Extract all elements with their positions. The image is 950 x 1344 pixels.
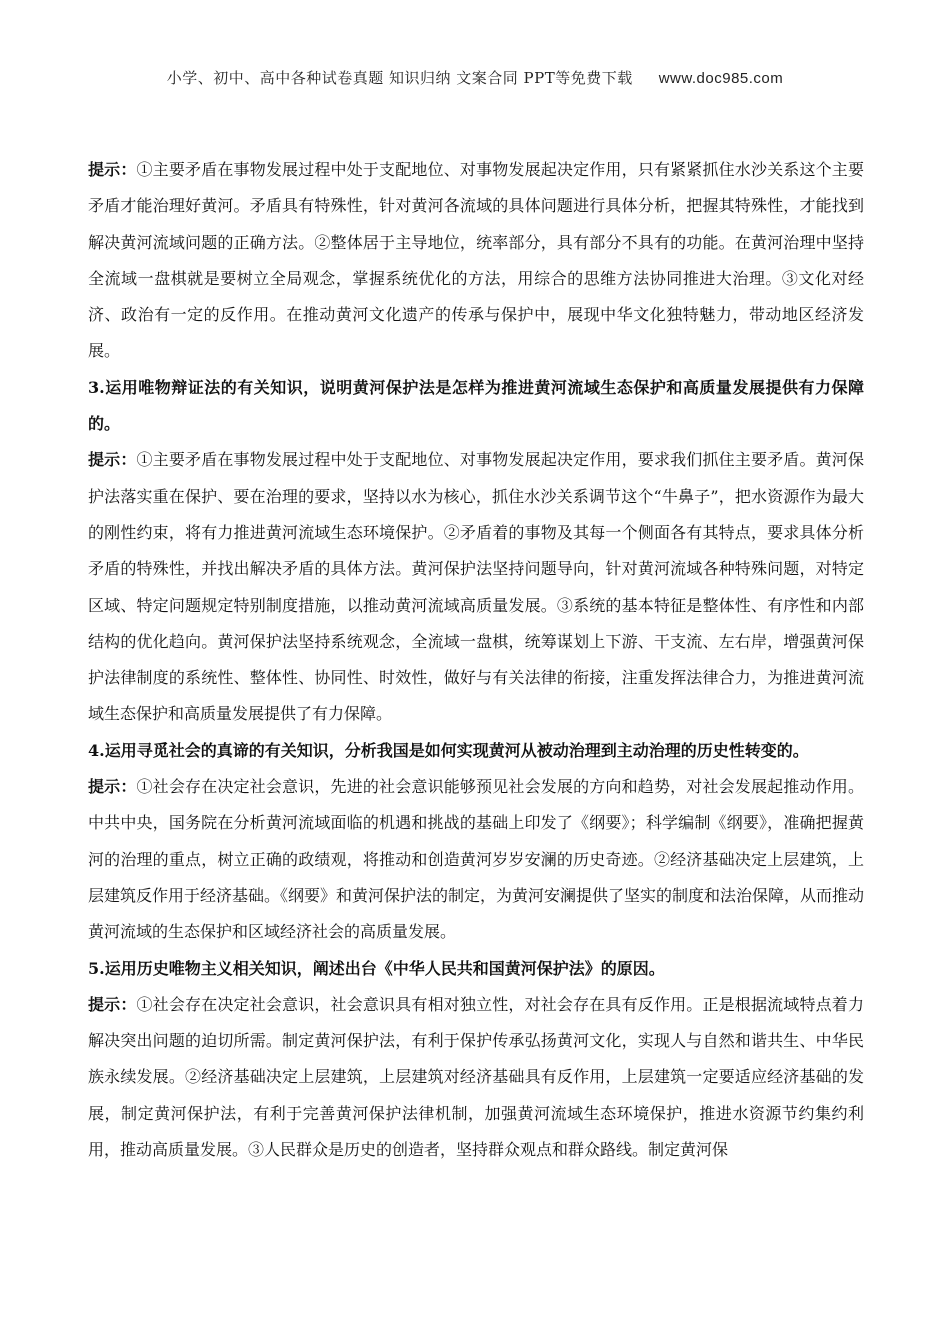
header-text: 小学、初中、高中各种试卷真题 知识归纳 文案合同 PPT等免费下载 xyxy=(166,69,633,87)
answer-paragraph xyxy=(88,769,864,950)
document-body xyxy=(88,152,864,1168)
header-site-link[interactable]: www.doc985.com xyxy=(658,70,784,87)
question-4: 4.运用寻觅社会的真谛的有关知识，分析我国是如何实现黄河从被动治理到主动治理的历史性转变的。 xyxy=(88,740,809,760)
question-3: 3.运用唯物辩证法的有关知识，说明黄河保护法是怎样为推进黄河流域生态保护和高质量发展提供有力保障的。 xyxy=(88,377,864,434)
answer-text: ①社会存在决定社会意识，先进的社会意识能够预见社会发展的方向和趋势，对社会发展起推动作用。中共中央，国务院在分析黄河流域面临的机遇和挑战的基础上印发了《纲要》；科学编制《纲要》，准确把握黄河的治理的重点，树立正确的政绩观，将推动和创造黄河岁岁安澜的历史奇迹。②经济基础决定上层建筑，上层建筑反作用于经济基础。《纲要》和黄河保护法的制定，为黄河安澜提供了坚实的制度和法治保障，从而推动黄河流域的生态保护和区域经济社会的高质量发展。 xyxy=(88,777,865,942)
hint-label: 提示： xyxy=(88,160,137,179)
answer-paragraph xyxy=(88,987,864,1168)
answer-text: ①主要矛盾在事物发展过程中处于支配地位、对事物发展起决定作用，只有紧紧抓住水沙关系这个主要矛盾才能治理好黄河。矛盾具有特殊性，针对黄河各流域的具体问题进行具体分析，把握其特殊性，才能找到解决黄河流域问题的正确方法。②整体居于主导地位，统率部分，具有部分不具有的功能。在黄河治理中坚持全流域一盘棋就是要树立全局观念，掌握系统优化的方法，用综合的思维方法协同推进大治理。③文化对经济、政治有一定的反作用。在推动黄河文化遗产的传承与保护中，展现中华文化独特魅力，带动地区经济发展。 xyxy=(88,160,864,361)
hint-label: 提示： xyxy=(88,777,137,797)
page-header xyxy=(0,67,950,88)
hint-label: 提示： xyxy=(88,994,137,1014)
hint-label: 提示： xyxy=(88,450,137,470)
answer-text: ①社会存在决定社会意识，社会意识具有相对独立性，对社会存在具有反作用。正是根据流域特点着力解决突出问题的迫切所需。制定黄河保护法，有利于保护传承弘扬黄河文化，实现人与自然和谐共生、中华民族永续发展。②经济基础决定上层建筑，上层建筑对经济基础具有反作用，上层建筑一定要适应经济基础的发展，制定黄河保护法，有利于完善黄河保护法律机制，加强黄河流域生态环境保护，推进水资源节约集约利用，推动高质量发展。③人民群众是历史的创造者，坚持群众观点和群众路线。制定黄河保 xyxy=(88,994,864,1160)
answer-text: ①主要矛盾在事物发展过程中处于支配地位、对事物发展起决定作用，要求我们抓住主要矛盾。黄河保护法落实重在保护、要在治理的要求，坚持以水为核心，抓住水沙关系调节这个“牛鼻子”，把水资源作为最大的刚性约束，将有力推进黄河流域生态环境保护。②矛盾着的事物及其每一个侧面各有其特点，要求具体分析矛盾的特殊性，并找出解决矛盾的具体方法。黄河保护法坚持问题导向，针对黄河流域各种特殊问题，对特定区域、特定问题规定特别制度措施，以推动黄河流域高质量发展。③系统的基本特征是整体性、有序性和内部结构的优化趋向。黄河保护法坚持系统观念，全流域一盘棋，统筹谋划上下游、干支流、左右岸，增强黄河保护法律制度的系统性、整体性、协同性、时效性，做好与有关法律的衔接，注重发挥法律合力，为推进黄河流域生态保护和高质量发展提供了有力保障。 xyxy=(88,450,864,724)
answer-paragraph xyxy=(88,442,864,732)
answer-paragraph xyxy=(88,152,864,370)
question-5: 5.运用历史唯物主义相关知识，阐述出台《中华人民共和国黄河保护法》的原因。 xyxy=(88,958,665,978)
